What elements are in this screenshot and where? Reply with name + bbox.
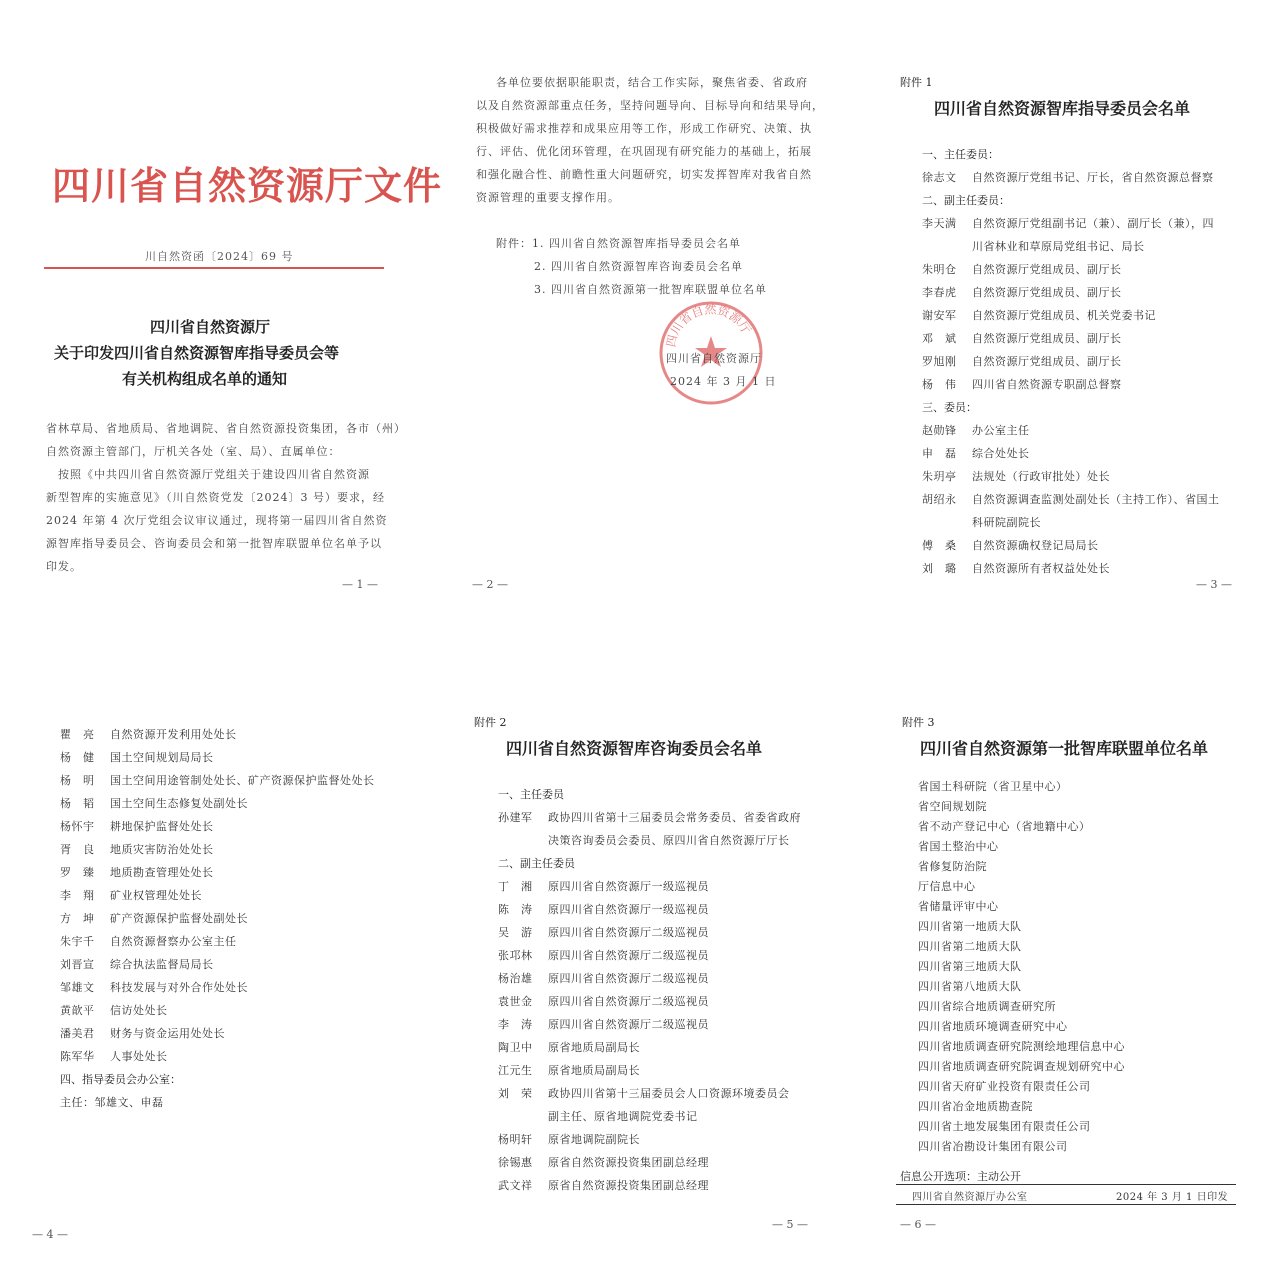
list-item: 胡绍永 自然资源调查监测处副处长（主持工作）、省国土 (922, 493, 1220, 506)
list-title: 四川省自然资源智库咨询委员会名单 (506, 739, 763, 758)
list-item: 杨 健 国土空间规划局局长 (60, 751, 214, 764)
title-line-2: 关于印发四川省自然资源智库指导委员会等 (54, 344, 340, 362)
body-line: 省林草局、省地质局、省地调院、省自然资源投资集团，各市（州） (46, 422, 406, 435)
list-item: 四川省天府矿业投资有限责任公司 (918, 1080, 1091, 1093)
disclosure-option: 信息公开选项：主动公开 (900, 1170, 1021, 1183)
list-item: 厅信息中心 (918, 880, 976, 893)
list-item-continued: 副主任、原省地调院党委书记 (548, 1110, 698, 1123)
office-line: 主任：邹雄文、申磊 (60, 1096, 164, 1109)
body-line: 按照《中共四川省自然资源厅党组关于建设四川省自然资源 (46, 468, 370, 481)
section-heading: 二、副主任委员： (922, 194, 1010, 207)
list-item: 省不动产登记中心（省地籍中心） (918, 820, 1091, 833)
list-item: 四川省地质调查研究院测绘地理信息中心 (918, 1040, 1125, 1053)
print-date: 2024 年 3 月 1 日印发 (1116, 1192, 1229, 1203)
red-rule (44, 267, 384, 269)
list-item: 袁世金 原四川省自然资源厅二级巡视员 (498, 995, 709, 1008)
list-item: 四川省地质调查研究院调查规划研究中心 (918, 1060, 1125, 1073)
list-item: 四川省第八地质大队 (918, 980, 1022, 993)
section-heading: 四、指导委员会办公室： (60, 1073, 181, 1086)
body-line: 2024 年第 4 次厅党组会议审议通过，现将第一届四川省自然资 (46, 514, 388, 527)
attachment-label: 附件 1 (900, 76, 933, 89)
page-3 (870, 60, 1280, 620)
list-item: 徐志文 自然资源厅党组书记、厅长，省自然资源总督察 (922, 171, 1214, 184)
body-line: 和强化融合性、前瞻性重大问题研究，切实发挥智库对我省自然 (476, 168, 812, 181)
section-heading: 二、副主任委员 (498, 857, 575, 870)
page-4 (20, 700, 430, 1260)
list-item: 刘 荣 政协四川省第十三届委员会人口资源环境委员会 (498, 1087, 790, 1100)
attachment-item: 3. 四川省自然资源第一批智库联盟单位名单 (534, 283, 767, 296)
attachment-label: 附件 2 (474, 716, 507, 729)
list-item: 陈 涛 原四川省自然资源厅一级巡视员 (498, 903, 709, 916)
page-number: — 6 — (900, 1218, 936, 1231)
footer-rule-top (896, 1184, 1236, 1185)
list-item: 潘美君 财务与资金运用处处长 (60, 1027, 225, 1040)
list-item: 杨 韬 国土空间生态修复处副处长 (60, 797, 248, 810)
list-item: 李天满 自然资源厅党组副书记（兼）、副厅长（兼），四 (922, 217, 1214, 230)
list-item: 朱宇千 自然资源督察办公室主任 (60, 935, 237, 948)
body-line: 自然资源主管部门，厅机关各处（室、局）、直属单位： (46, 445, 341, 458)
page-number: — 1 — (342, 578, 378, 591)
list-item: 四川省第二地质大队 (918, 940, 1022, 953)
body-line: 新型智库的实施意见》（川自然资党发〔2024〕3 号）要求，经 (46, 491, 385, 504)
list-item: 罗旭刚 自然资源厅党组成员、副厅长 (922, 355, 1122, 368)
page-6 (870, 700, 1280, 1260)
list-title: 四川省自然资源第一批智库联盟单位名单 (920, 739, 1209, 758)
page-2 (448, 60, 858, 620)
signer: 四川省自然资源厅 (666, 352, 762, 365)
body-line: 各单位要依据职能职责，结合工作实际，聚焦省委、省政府 (496, 76, 808, 89)
list-item: 四川省第一地质大队 (918, 920, 1022, 933)
list-item: 省储量评审中心 (918, 900, 999, 913)
page-number: — 2 — (472, 578, 508, 591)
section-heading: 一、主任委员 (498, 788, 564, 801)
list-item: 邓 斌 自然资源厅党组成员、副厅长 (922, 332, 1122, 345)
list-item: 张邛林 原四川省自然资源厅二级巡视员 (498, 949, 709, 962)
list-item-continued: 科研院副院长 (972, 516, 1041, 529)
doc-number: 川自然资函〔2024〕69 号 (145, 250, 294, 263)
section-heading: 一、主任委员： (922, 148, 999, 161)
page-number: — 3 — (1196, 578, 1232, 591)
list-item: 四川省第三地质大队 (918, 960, 1022, 973)
issuer: 四川省自然资源厅办公室 (912, 1192, 1028, 1203)
list-item: 朱玥亭 法规处（行政审批处）处长 (922, 470, 1110, 483)
list-item: 省国土整治中心 (918, 840, 999, 853)
list-item: 李春虎 自然资源厅党组成员、副厅长 (922, 286, 1122, 299)
list-item: 朱明仓 自然资源厅党组成员、副厅长 (922, 263, 1122, 276)
seal-text: 四川省自然资源厅 (663, 302, 754, 349)
red-header: 四川省自然资源厅文件 (52, 164, 443, 208)
body-line: 行、评估、优化闭环管理，在巩固现有研究能力的基础上，拓展 (476, 145, 812, 158)
svg-text:四川省自然资源厅 (664, 302, 754, 348)
list-item: 罗 臻 地质勘查管理处处长 (60, 866, 214, 879)
page-1 (20, 60, 443, 620)
list-item: 陶卫中 原省地质局副局长 (498, 1041, 640, 1054)
list-item-continued: 决策咨询委员会委员、原四川省自然资源厅厅长 (548, 834, 790, 847)
list-item: 杨 伟 四川省自然资源专职副总督察 (922, 378, 1122, 391)
body-line: 印发。 (46, 560, 82, 573)
list-item: 江元生 原省地质局副局长 (498, 1064, 640, 1077)
footer-rule-bottom (896, 1204, 1236, 1205)
list-item: 邹雄文 科技发展与对外合作处处长 (60, 981, 248, 994)
list-item: 陈军华 人事处处长 (60, 1050, 168, 1063)
page-number: — 5 — (772, 1218, 808, 1231)
list-item: 杨怀宇 耕地保护监督处处长 (60, 820, 214, 833)
body-line: 源智库指导委员会、咨询委员会和第一批智库联盟单位名单予以 (46, 537, 382, 550)
attachment-item: 2. 四川省自然资源智库咨询委员会名单 (534, 260, 743, 273)
list-item: 谢安军 自然资源厅党组成员、机关党委书记 (922, 309, 1156, 322)
list-item: 武文祥 原省自然资源投资集团副总经理 (498, 1179, 709, 1192)
list-item: 方 坤 矿产资源保护监督处副处长 (60, 912, 248, 925)
list-item: 徐锡惠 原省自然资源投资集团副总经理 (498, 1156, 709, 1169)
list-item: 刘晋宣 综合执法监督局局长 (60, 958, 214, 971)
attachment-label: 附件 3 (902, 716, 935, 729)
page-5 (448, 700, 858, 1260)
body-line: 以及自然资源部重点任务，坚持问题导向、目标导向和结果导向， (476, 99, 824, 112)
list-item: 丁 湘 原四川省自然资源厅一级巡视员 (498, 880, 709, 893)
list-item: 杨 明 国土空间用途管制处处长、矿产资源保护监督处处长 (60, 774, 375, 787)
list-item: 四川省冶勘设计集团有限公司 (918, 1140, 1068, 1153)
title-line-1: 四川省自然资源厅 (150, 318, 271, 336)
list-item: 省空间规划院 (918, 800, 987, 813)
list-item: 四川省地质环境调查研究中心 (918, 1020, 1068, 1033)
list-item: 刘 璐 自然资源所有者权益处处长 (922, 562, 1110, 575)
list-title: 四川省自然资源智库指导委员会名单 (934, 99, 1191, 118)
list-item: 杨明轩 原省地调院副院长 (498, 1133, 640, 1146)
section-heading: 三、委员： (922, 401, 977, 414)
body-line: 积极做好需求推荐和成果应用等工作，形成工作研究、决策、执 (476, 122, 812, 135)
list-item: 赵勋锋 办公室主任 (922, 424, 1030, 437)
list-item: 省国土科研院（省卫星中心） (918, 780, 1068, 793)
list-item: 四川省综合地质调查研究所 (918, 1000, 1056, 1013)
attachment-item: 附件：1. 四川省自然资源智库指导委员会名单 (496, 237, 741, 250)
list-item: 黄歆平 信访处处长 (60, 1004, 168, 1017)
list-item: 孙建军 政协四川省第十三届委员会常务委员、省委省政府 (498, 811, 801, 824)
list-item: 胥 良 地质灾害防治处处长 (60, 843, 214, 856)
list-item: 李 翔 矿业权管理处处长 (60, 889, 202, 902)
list-item: 瞿 亮 自然资源开发利用处处长 (60, 728, 237, 741)
sign-date: 2024 年 3 月 1 日 (670, 375, 777, 388)
list-item: 省修复防治院 (918, 860, 987, 873)
list-item: 李 涛 原四川省自然资源厅二级巡视员 (498, 1018, 709, 1031)
title-line-3: 有关机构组成名单的通知 (122, 370, 288, 388)
list-item: 四川省土地发展集团有限责任公司 (918, 1120, 1091, 1133)
list-item: 吴 游 原四川省自然资源厅二级巡视员 (498, 926, 709, 939)
list-item: 四川省冶金地质勘查院 (918, 1100, 1033, 1113)
list-item: 申 磊 综合处处长 (922, 447, 1030, 460)
body-line: 资源管理的重要支撑作用。 (476, 191, 620, 204)
list-item: 杨治雄 原四川省自然资源厅二级巡视员 (498, 972, 709, 985)
list-item: 傅 桑 自然资源确权登记局局长 (922, 539, 1099, 552)
page-number: — 4 — (32, 1228, 68, 1241)
list-item-continued: 川省林业和草原局党组书记、局长 (972, 240, 1145, 253)
